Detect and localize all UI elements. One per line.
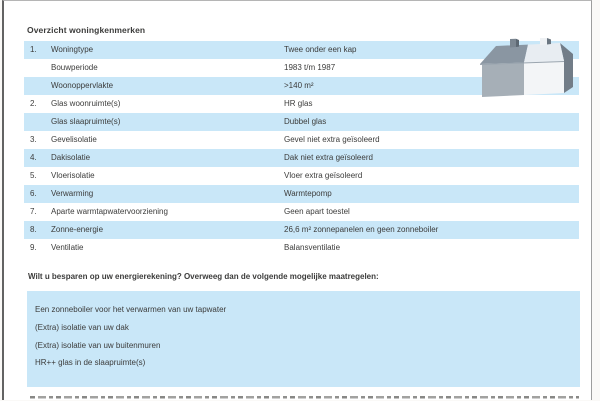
row-value: 26,6 m² zonnepanelen en geen zonneboiler <box>284 225 439 234</box>
document-page <box>2 0 592 400</box>
row-number: 1. <box>30 45 37 54</box>
row-label: Vloerisolatie <box>51 171 95 180</box>
row-value: HR glas <box>284 99 313 108</box>
row-number: 9. <box>30 243 37 252</box>
table-row <box>24 221 579 239</box>
row-number: 2. <box>30 99 37 108</box>
advice-item: (Extra) isolatie van uw dak <box>35 322 129 332</box>
row-value: 1983 t/m 1987 <box>284 63 336 72</box>
row-value: >140 m² <box>284 81 314 90</box>
advice-item: HR++ glas in de slaapruimte(s) <box>35 358 146 368</box>
row-label: Dakisolatie <box>51 153 91 162</box>
page-title: Overzicht woningkenmerken <box>27 25 146 35</box>
truncated-text-line <box>30 395 579 401</box>
row-number: 8. <box>30 225 37 234</box>
row-label: Gevelisolatie <box>51 135 97 144</box>
row-number: 3. <box>30 135 37 144</box>
table-row <box>24 203 579 221</box>
row-label: Aparte warmtapwatervoorziening <box>51 207 168 216</box>
row-number: 4. <box>30 153 37 162</box>
row-value: Geen apart toestel <box>284 207 350 216</box>
row-value: Warmtepomp <box>284 189 332 198</box>
row-number: 5. <box>30 171 37 180</box>
row-label: Woonoppervlakte <box>51 81 114 90</box>
advice-item: (Extra) isolatie van uw buitenmuren <box>35 340 161 350</box>
table-row <box>24 185 579 203</box>
table-row <box>24 167 579 185</box>
table-row <box>24 239 579 257</box>
row-label: Woningtype <box>51 45 94 54</box>
row-number: 7. <box>30 207 37 216</box>
row-label: Ventilatie <box>51 243 84 252</box>
row-value: Balansventilatie <box>284 243 341 252</box>
advice-box <box>27 291 580 387</box>
row-label: Verwarming <box>51 189 94 198</box>
row-value: Gevel niet extra geïsoleerd <box>284 135 380 144</box>
table-row <box>24 149 579 167</box>
advice-item: Een zonneboiler voor het verwarmen van uw tapwater <box>35 305 227 314</box>
row-value: Vloer extra geïsoleerd <box>284 171 363 180</box>
row-value: Dubbel glas <box>284 117 327 126</box>
semi-detached-house-illustration <box>476 38 576 104</box>
advice-heading: Wilt u besparen op uw energierekening? Overweeg dan de volgende mogelijke maatregelen: <box>28 272 379 281</box>
row-value: Dak niet extra geïsoleerd <box>284 153 373 162</box>
table-row <box>24 131 579 149</box>
row-label: Zonne-energie <box>51 225 104 234</box>
row-label: Glas slaapruimte(s) <box>51 117 121 126</box>
row-value: Twee onder een kap <box>284 45 357 54</box>
row-number: 6. <box>30 189 37 198</box>
table-row <box>24 113 579 131</box>
row-label: Bouwperiode <box>51 63 98 72</box>
row-label: Glas woonruimte(s) <box>51 99 121 108</box>
